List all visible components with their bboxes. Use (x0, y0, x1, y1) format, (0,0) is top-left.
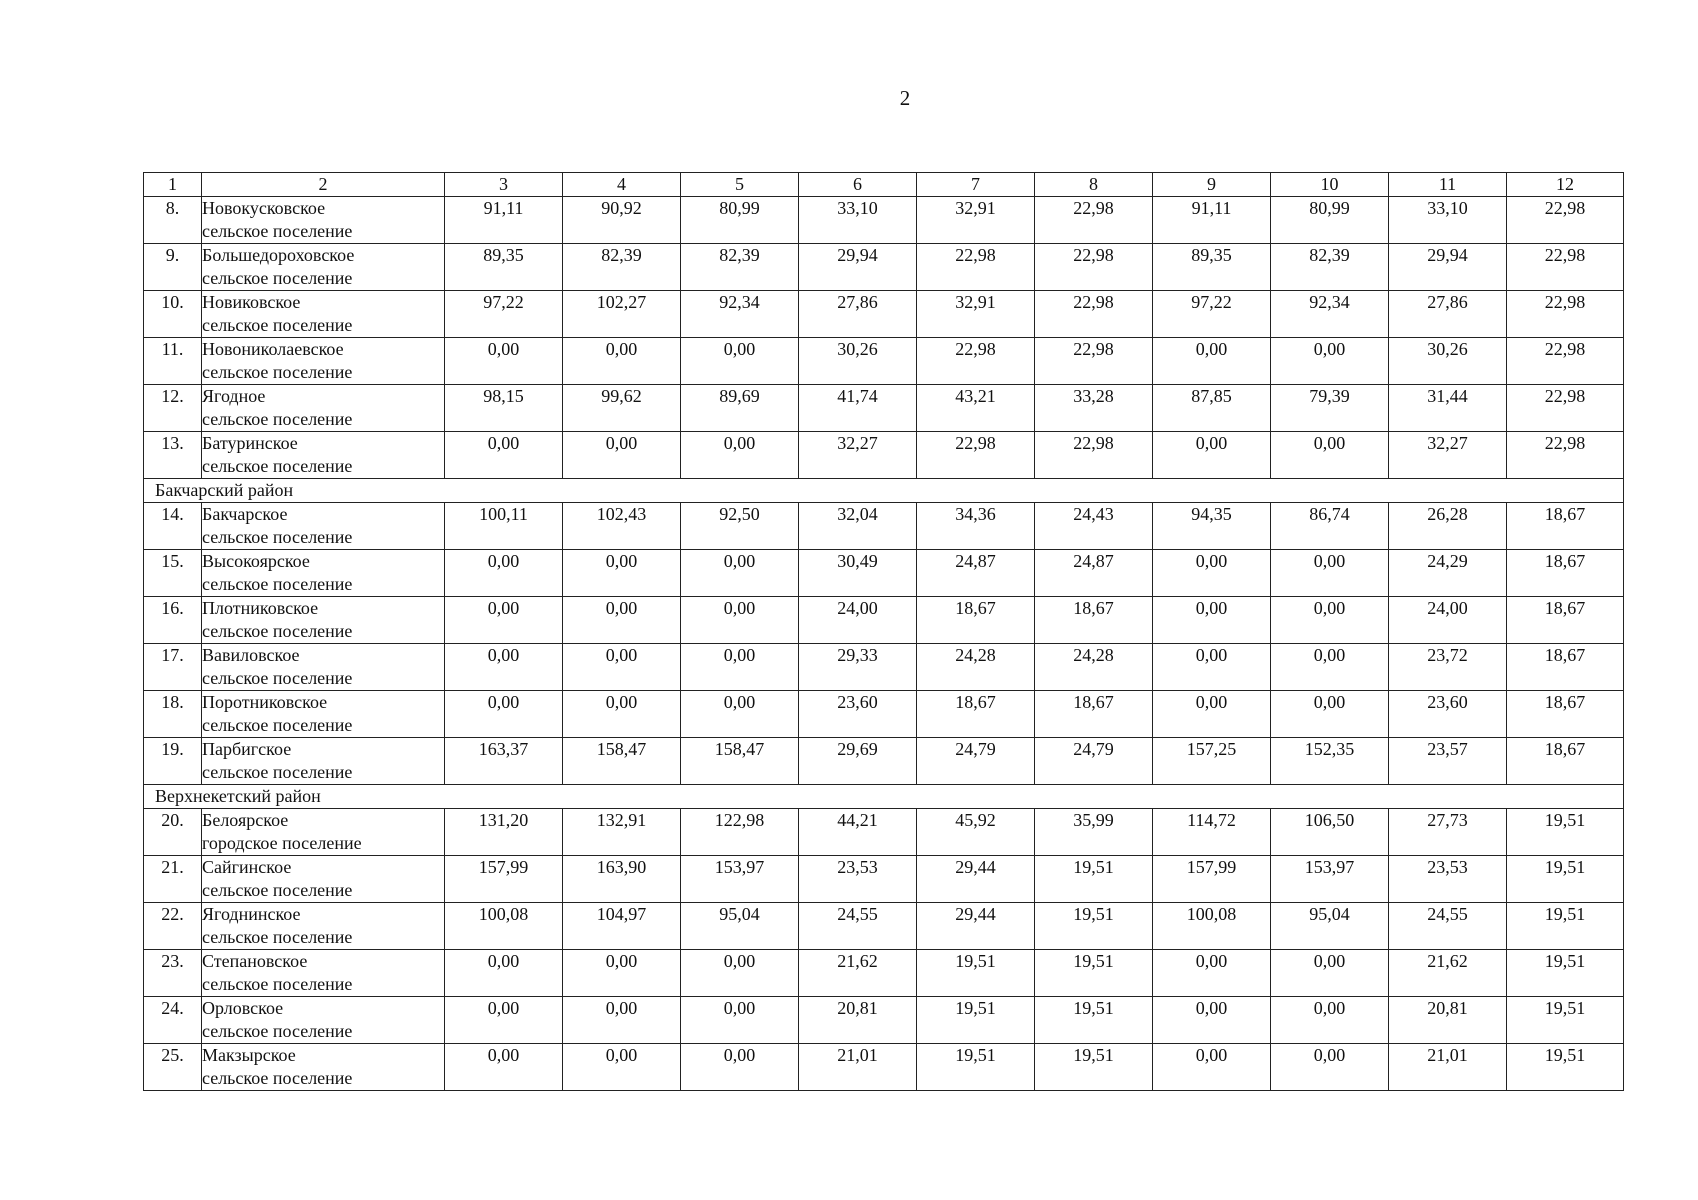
settlement-name (202, 597, 445, 644)
settlement-name-line1: Новиковское (202, 292, 301, 312)
settlement-name-line1: Вавиловское (202, 645, 300, 665)
settlement-name (202, 550, 445, 597)
value-cell-col-6: 32,27 (799, 432, 917, 479)
value-cell-col-11: 31,44 (1389, 385, 1507, 432)
value-cell-col-5: 92,50 (681, 503, 799, 550)
value-cell-col-8: 22,98 (1035, 197, 1153, 244)
value-cell-col-9: 0,00 (1153, 997, 1271, 1044)
value-cell-col-8: 22,98 (1035, 244, 1153, 291)
value-cell-col-8: 19,51 (1035, 950, 1153, 997)
value-cell-col-10: 0,00 (1271, 597, 1389, 644)
value-cell-col-10: 0,00 (1271, 550, 1389, 597)
row-number: 14. (144, 503, 202, 550)
page-number: 2 (899, 86, 911, 110)
value-cell-col-5: 80,99 (681, 197, 799, 244)
value-cell-col-3: 163,37 (445, 738, 563, 785)
settlement-name (202, 197, 445, 244)
settlement-name-line2: сельское поселение (202, 456, 353, 476)
value-cell-col-12: 22,98 (1507, 432, 1624, 479)
table-row (144, 385, 1624, 432)
settlement-name (202, 385, 445, 432)
section-title: Бакчарский район (144, 479, 1624, 503)
section-row (144, 479, 1624, 503)
settlement-name-line1: Ягоднинское (202, 904, 301, 924)
value-cell-col-11: 21,01 (1389, 1044, 1507, 1091)
settlement-name-line2: сельское поселение (202, 974, 353, 994)
value-cell-col-12: 19,51 (1507, 997, 1624, 1044)
value-cell-col-4: 104,97 (563, 903, 681, 950)
value-cell-col-5: 122,98 (681, 809, 799, 856)
value-cell-col-12: 22,98 (1507, 197, 1624, 244)
value-cell-col-4: 0,00 (563, 550, 681, 597)
settlement-name-line1: Бакчарское (202, 504, 288, 524)
value-cell-col-6: 24,00 (799, 597, 917, 644)
settlement-name (202, 950, 445, 997)
column-header-4: 4 (563, 173, 681, 197)
settlement-name-line2: сельское поселение (202, 574, 353, 594)
value-cell-col-6: 21,01 (799, 1044, 917, 1091)
settlement-name-line2: сельское поселение (202, 268, 353, 288)
value-cell-col-3: 0,00 (445, 997, 563, 1044)
settlement-name (202, 291, 445, 338)
value-cell-col-12: 22,98 (1507, 385, 1624, 432)
value-cell-col-8: 19,51 (1035, 903, 1153, 950)
value-cell-col-3: 0,00 (445, 1044, 563, 1091)
value-cell-col-6: 29,94 (799, 244, 917, 291)
value-cell-col-9: 89,35 (1153, 244, 1271, 291)
value-cell-col-5: 89,69 (681, 385, 799, 432)
value-cell-col-3: 97,22 (445, 291, 563, 338)
value-cell-col-6: 27,86 (799, 291, 917, 338)
value-cell-col-8: 18,67 (1035, 597, 1153, 644)
table-row (144, 432, 1624, 479)
value-cell-col-6: 30,49 (799, 550, 917, 597)
settlement-name (202, 997, 445, 1044)
value-cell-col-9: 97,22 (1153, 291, 1271, 338)
settlement-name (202, 338, 445, 385)
value-cell-col-4: 132,91 (563, 809, 681, 856)
value-cell-col-9: 0,00 (1153, 1044, 1271, 1091)
row-number: 20. (144, 809, 202, 856)
value-cell-col-3: 100,11 (445, 503, 563, 550)
value-cell-col-12: 22,98 (1507, 291, 1624, 338)
value-cell-col-12: 19,51 (1507, 903, 1624, 950)
value-cell-col-7: 29,44 (917, 856, 1035, 903)
value-cell-col-9: 0,00 (1153, 644, 1271, 691)
table-row (144, 338, 1624, 385)
value-cell-col-4: 0,00 (563, 644, 681, 691)
value-cell-col-5: 0,00 (681, 644, 799, 691)
table-row (144, 1044, 1624, 1091)
value-cell-col-6: 30,26 (799, 338, 917, 385)
settlement-name-line1: Большедороховское (202, 245, 355, 265)
value-cell-col-7: 45,92 (917, 809, 1035, 856)
column-header-5: 5 (681, 173, 799, 197)
settlement-name (202, 691, 445, 738)
value-cell-col-4: 0,00 (563, 432, 681, 479)
value-cell-col-10: 152,35 (1271, 738, 1389, 785)
value-cell-col-11: 29,94 (1389, 244, 1507, 291)
value-cell-col-5: 0,00 (681, 691, 799, 738)
value-cell-col-9: 157,99 (1153, 856, 1271, 903)
value-cell-col-4: 102,43 (563, 503, 681, 550)
value-cell-col-9: 87,85 (1153, 385, 1271, 432)
table-row (144, 291, 1624, 338)
value-cell-col-4: 0,00 (563, 691, 681, 738)
value-cell-col-10: 80,99 (1271, 197, 1389, 244)
column-header-9: 9 (1153, 173, 1271, 197)
column-header-3: 3 (445, 173, 563, 197)
column-header-12: 12 (1507, 173, 1624, 197)
value-cell-col-4: 99,62 (563, 385, 681, 432)
value-cell-col-11: 23,57 (1389, 738, 1507, 785)
value-cell-col-3: 0,00 (445, 597, 563, 644)
row-number: 22. (144, 903, 202, 950)
value-cell-col-8: 35,99 (1035, 809, 1153, 856)
value-cell-col-11: 23,72 (1389, 644, 1507, 691)
value-cell-col-6: 23,53 (799, 856, 917, 903)
value-cell-col-10: 0,00 (1271, 997, 1389, 1044)
value-cell-col-12: 19,51 (1507, 809, 1624, 856)
value-cell-col-7: 34,36 (917, 503, 1035, 550)
value-cell-col-6: 41,74 (799, 385, 917, 432)
value-cell-col-7: 22,98 (917, 432, 1035, 479)
table-row (144, 950, 1624, 997)
value-cell-col-9: 0,00 (1153, 597, 1271, 644)
settlement-name-line2: сельское поселение (202, 1021, 353, 1041)
header-row (144, 173, 1624, 197)
value-cell-col-10: 95,04 (1271, 903, 1389, 950)
value-cell-col-9: 114,72 (1153, 809, 1271, 856)
value-cell-col-12: 18,67 (1507, 691, 1624, 738)
settlement-name-line2: городское поселение (202, 833, 362, 853)
value-cell-col-10: 0,00 (1271, 691, 1389, 738)
section-row (144, 785, 1624, 809)
value-cell-col-3: 0,00 (445, 950, 563, 997)
value-cell-col-11: 30,26 (1389, 338, 1507, 385)
value-cell-col-3: 0,00 (445, 432, 563, 479)
value-cell-col-5: 82,39 (681, 244, 799, 291)
row-number: 18. (144, 691, 202, 738)
value-cell-col-5: 0,00 (681, 950, 799, 997)
value-cell-col-8: 24,28 (1035, 644, 1153, 691)
value-cell-col-8: 19,51 (1035, 1044, 1153, 1091)
value-cell-col-12: 19,51 (1507, 1044, 1624, 1091)
value-cell-col-9: 0,00 (1153, 950, 1271, 997)
row-number: 10. (144, 291, 202, 338)
row-number: 21. (144, 856, 202, 903)
settlement-name (202, 1044, 445, 1091)
settlement-name (202, 244, 445, 291)
value-cell-col-9: 91,11 (1153, 197, 1271, 244)
value-cell-col-12: 18,67 (1507, 503, 1624, 550)
settlement-name-line2: сельское поселение (202, 927, 353, 947)
value-cell-col-12: 19,51 (1507, 856, 1624, 903)
column-header-10: 10 (1271, 173, 1389, 197)
column-header-7: 7 (917, 173, 1035, 197)
value-cell-col-5: 95,04 (681, 903, 799, 950)
value-cell-col-8: 24,87 (1035, 550, 1153, 597)
value-cell-col-11: 20,81 (1389, 997, 1507, 1044)
row-number: 16. (144, 597, 202, 644)
value-cell-col-11: 23,53 (1389, 856, 1507, 903)
column-header-2: 2 (202, 173, 445, 197)
settlement-name-line2: сельское поселение (202, 409, 353, 429)
column-header-11: 11 (1389, 173, 1507, 197)
value-cell-col-6: 29,69 (799, 738, 917, 785)
row-number: 15. (144, 550, 202, 597)
settlement-name-line2: сельское поселение (202, 527, 353, 547)
row-number: 25. (144, 1044, 202, 1091)
settlement-name-line1: Плотниковское (202, 598, 319, 618)
value-cell-col-6: 23,60 (799, 691, 917, 738)
value-cell-col-5: 0,00 (681, 432, 799, 479)
table-row (144, 244, 1624, 291)
settlement-name-line1: Макзырское (202, 1045, 296, 1065)
column-header-1: 1 (144, 173, 202, 197)
value-cell-col-9: 94,35 (1153, 503, 1271, 550)
value-cell-col-3: 98,15 (445, 385, 563, 432)
settlement-name (202, 903, 445, 950)
value-cell-col-3: 0,00 (445, 338, 563, 385)
row-number: 9. (144, 244, 202, 291)
value-cell-col-7: 24,28 (917, 644, 1035, 691)
value-cell-col-8: 24,79 (1035, 738, 1153, 785)
value-cell-col-6: 20,81 (799, 997, 917, 1044)
value-cell-col-6: 44,21 (799, 809, 917, 856)
table-body (144, 173, 1624, 1091)
value-cell-col-10: 0,00 (1271, 644, 1389, 691)
table-row (144, 997, 1624, 1044)
value-cell-col-7: 18,67 (917, 597, 1035, 644)
value-cell-col-6: 33,10 (799, 197, 917, 244)
table-row (144, 597, 1624, 644)
value-cell-col-4: 90,92 (563, 197, 681, 244)
value-cell-col-3: 91,11 (445, 197, 563, 244)
value-cell-col-5: 158,47 (681, 738, 799, 785)
value-cell-col-11: 26,28 (1389, 503, 1507, 550)
settlement-name-line2: сельское поселение (202, 668, 353, 688)
value-cell-col-9: 0,00 (1153, 691, 1271, 738)
value-cell-col-11: 27,86 (1389, 291, 1507, 338)
row-number: 12. (144, 385, 202, 432)
value-cell-col-5: 153,97 (681, 856, 799, 903)
row-number: 11. (144, 338, 202, 385)
column-header-8: 8 (1035, 173, 1153, 197)
value-cell-col-8: 22,98 (1035, 432, 1153, 479)
value-cell-col-10: 86,74 (1271, 503, 1389, 550)
value-cell-col-7: 24,79 (917, 738, 1035, 785)
value-cell-col-10: 0,00 (1271, 338, 1389, 385)
value-cell-col-5: 0,00 (681, 997, 799, 1044)
value-cell-col-4: 0,00 (563, 950, 681, 997)
value-cell-col-11: 32,27 (1389, 432, 1507, 479)
value-cell-col-3: 157,99 (445, 856, 563, 903)
value-cell-col-5: 0,00 (681, 550, 799, 597)
value-cell-col-10: 0,00 (1271, 432, 1389, 479)
value-cell-col-12: 22,98 (1507, 244, 1624, 291)
settlement-name-line1: Степановское (202, 951, 308, 971)
settlement-name-line2: сельское поселение (202, 715, 353, 735)
value-cell-col-8: 33,28 (1035, 385, 1153, 432)
row-number: 24. (144, 997, 202, 1044)
table-row (144, 197, 1624, 244)
value-cell-col-7: 29,44 (917, 903, 1035, 950)
section-title: Верхнекетский район (144, 785, 1624, 809)
value-cell-col-8: 18,67 (1035, 691, 1153, 738)
value-cell-col-4: 0,00 (563, 997, 681, 1044)
settlement-name-line2: сельское поселение (202, 880, 353, 900)
value-cell-col-6: 24,55 (799, 903, 917, 950)
table-row (144, 856, 1624, 903)
table-row (144, 644, 1624, 691)
value-cell-col-10: 0,00 (1271, 950, 1389, 997)
settlement-name-line1: Новониколаевское (202, 339, 344, 359)
value-cell-col-3: 0,00 (445, 691, 563, 738)
settlement-name (202, 856, 445, 903)
value-cell-col-8: 22,98 (1035, 338, 1153, 385)
settlement-name (202, 503, 445, 550)
settlement-name-line2: сельское поселение (202, 621, 353, 641)
value-cell-col-8: 22,98 (1035, 291, 1153, 338)
settlement-name-line2: сельское поселение (202, 762, 353, 782)
value-cell-col-12: 19,51 (1507, 950, 1624, 997)
settlement-name-line2: сельское поселение (202, 1068, 353, 1088)
value-cell-col-3: 89,35 (445, 244, 563, 291)
value-cell-col-10: 82,39 (1271, 244, 1389, 291)
settlement-name-line1: Новокусковское (202, 198, 326, 218)
value-cell-col-7: 19,51 (917, 997, 1035, 1044)
table-row (144, 809, 1624, 856)
value-cell-col-7: 22,98 (917, 338, 1035, 385)
table-row (144, 691, 1624, 738)
table-row (144, 738, 1624, 785)
settlement-name (202, 738, 445, 785)
value-cell-col-7: 22,98 (917, 244, 1035, 291)
value-cell-col-10: 79,39 (1271, 385, 1389, 432)
value-cell-col-8: 19,51 (1035, 856, 1153, 903)
value-cell-col-4: 0,00 (563, 338, 681, 385)
value-cell-col-7: 32,91 (917, 197, 1035, 244)
value-cell-col-7: 43,21 (917, 385, 1035, 432)
value-cell-col-7: 24,87 (917, 550, 1035, 597)
table-row (144, 503, 1624, 550)
value-cell-col-12: 22,98 (1507, 338, 1624, 385)
value-cell-col-12: 18,67 (1507, 644, 1624, 691)
value-cell-col-11: 33,10 (1389, 197, 1507, 244)
row-number: 13. (144, 432, 202, 479)
value-cell-col-7: 18,67 (917, 691, 1035, 738)
value-cell-col-12: 18,67 (1507, 597, 1624, 644)
value-cell-col-8: 19,51 (1035, 997, 1153, 1044)
value-cell-col-9: 0,00 (1153, 550, 1271, 597)
value-cell-col-11: 24,29 (1389, 550, 1507, 597)
value-cell-col-6: 32,04 (799, 503, 917, 550)
settlement-name-line2: сельское поселение (202, 315, 353, 335)
value-cell-col-7: 19,51 (917, 950, 1035, 997)
settlement-name-line2: сельское поселение (202, 362, 353, 382)
table-row (144, 550, 1624, 597)
value-cell-col-9: 0,00 (1153, 338, 1271, 385)
column-header-6: 6 (799, 173, 917, 197)
value-cell-col-11: 24,00 (1389, 597, 1507, 644)
settlement-name-line1: Орловское (202, 998, 284, 1018)
value-cell-col-4: 158,47 (563, 738, 681, 785)
settlement-name (202, 644, 445, 691)
row-number: 8. (144, 197, 202, 244)
value-cell-col-3: 0,00 (445, 550, 563, 597)
row-number: 23. (144, 950, 202, 997)
settlement-name-line1: Сайгинское (202, 857, 292, 877)
value-cell-col-4: 102,27 (563, 291, 681, 338)
value-cell-col-3: 131,20 (445, 809, 563, 856)
value-cell-col-9: 0,00 (1153, 432, 1271, 479)
value-cell-col-4: 163,90 (563, 856, 681, 903)
value-cell-col-6: 21,62 (799, 950, 917, 997)
value-cell-col-5: 0,00 (681, 1044, 799, 1091)
value-cell-col-7: 19,51 (917, 1044, 1035, 1091)
value-cell-col-6: 29,33 (799, 644, 917, 691)
value-cell-col-5: 0,00 (681, 338, 799, 385)
value-cell-col-9: 157,25 (1153, 738, 1271, 785)
value-cell-col-11: 21,62 (1389, 950, 1507, 997)
value-cell-col-3: 100,08 (445, 903, 563, 950)
value-cell-col-9: 100,08 (1153, 903, 1271, 950)
settlement-name-line2: сельское поселение (202, 221, 353, 241)
table-row (144, 903, 1624, 950)
value-cell-col-7: 32,91 (917, 291, 1035, 338)
value-cell-col-4: 0,00 (563, 597, 681, 644)
value-cell-col-5: 0,00 (681, 597, 799, 644)
settlement-name-line1: Белоярское (202, 810, 289, 830)
value-cell-col-11: 23,60 (1389, 691, 1507, 738)
value-cell-col-3: 0,00 (445, 644, 563, 691)
settlement-name-line1: Парбигское (202, 739, 292, 759)
value-cell-col-12: 18,67 (1507, 550, 1624, 597)
value-cell-col-10: 106,50 (1271, 809, 1389, 856)
settlement-name-line1: Ягодное (202, 386, 266, 406)
value-cell-col-10: 153,97 (1271, 856, 1389, 903)
row-number: 19. (144, 738, 202, 785)
settlement-name-line1: Высокоярское (202, 551, 310, 571)
value-cell-col-4: 0,00 (563, 1044, 681, 1091)
value-cell-col-10: 0,00 (1271, 1044, 1389, 1091)
settlement-name-line1: Поротниковское (202, 692, 328, 712)
value-cell-col-12: 18,67 (1507, 738, 1624, 785)
settlement-name (202, 809, 445, 856)
value-cell-col-5: 92,34 (681, 291, 799, 338)
value-cell-col-4: 82,39 (563, 244, 681, 291)
data-table (143, 172, 1624, 1091)
settlement-name (202, 432, 445, 479)
value-cell-col-11: 27,73 (1389, 809, 1507, 856)
value-cell-col-11: 24,55 (1389, 903, 1507, 950)
value-cell-col-8: 24,43 (1035, 503, 1153, 550)
settlement-name-line1: Батуринское (202, 433, 298, 453)
value-cell-col-10: 92,34 (1271, 291, 1389, 338)
row-number: 17. (144, 644, 202, 691)
